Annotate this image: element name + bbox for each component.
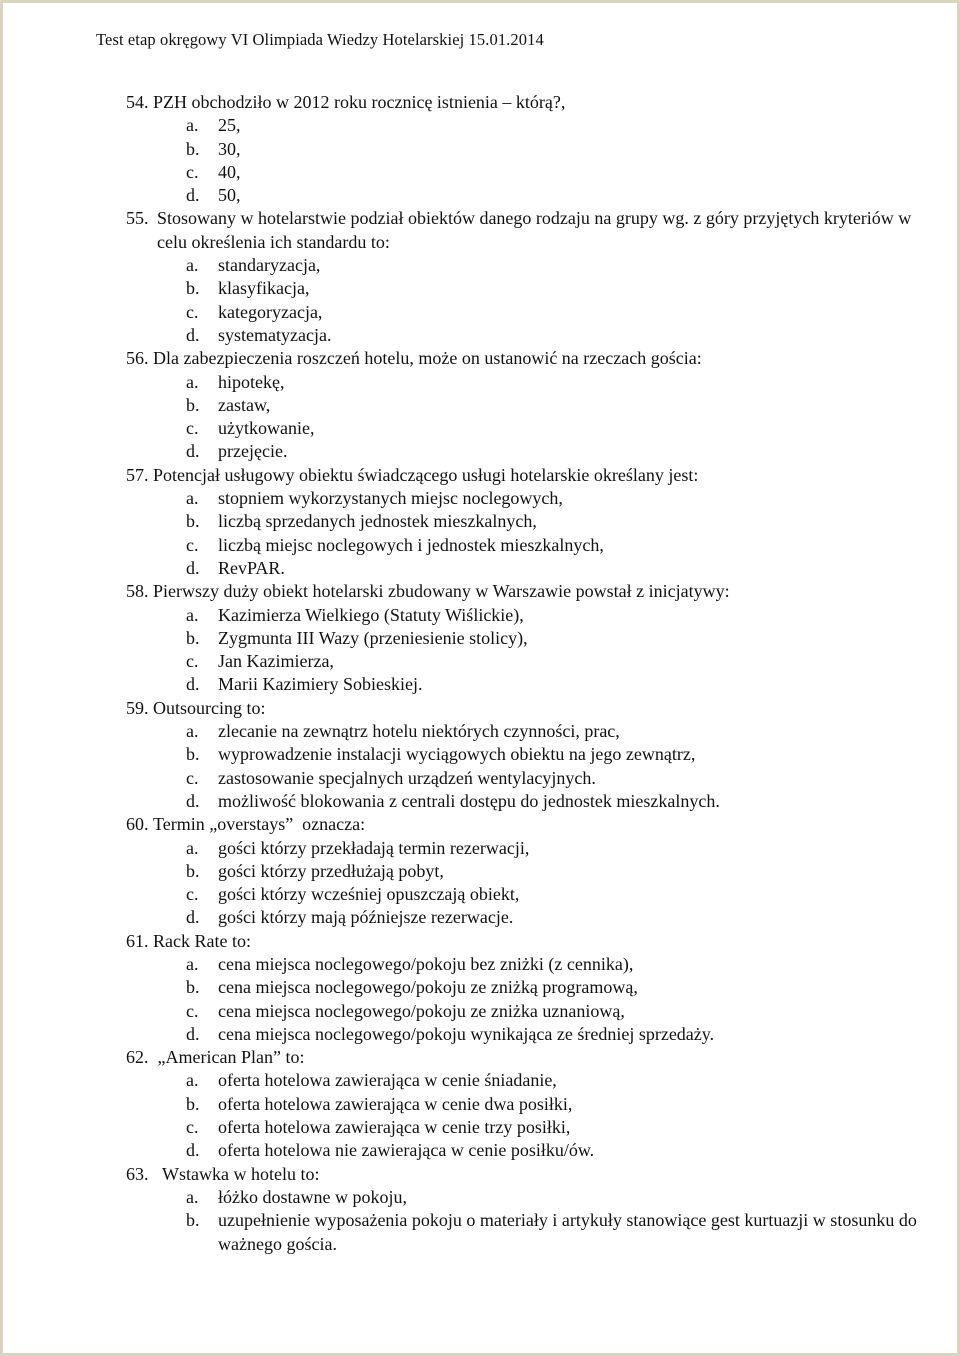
question (126, 580, 936, 696)
option-text: oferta hotelowa zawierająca w cenie trzy posiłki, (218, 1117, 571, 1138)
question (126, 813, 936, 929)
option-text: hipotekę, (218, 371, 285, 392)
question (126, 91, 936, 207)
option-letter: b. (186, 278, 200, 299)
answer-option (126, 324, 936, 347)
answer-option (126, 743, 936, 766)
question-text: PZH obchodziło w 2012 roku rocznicę istnienia – którą?, (153, 92, 566, 112)
question-number: 62. (126, 1047, 158, 1068)
question-text: Stosowany w hotelarstwie podział obiektów danego rodzaju na grupy wg. z góry przyjętych kryteriów w celu określenia ich standardu to: (157, 208, 916, 252)
question-text: Termin „overstays” oznacza: (153, 814, 366, 835)
question-stem (126, 207, 936, 254)
answer-option (126, 883, 936, 906)
option-text: gości którzy mają późniejsze rezerwacje. (218, 907, 514, 928)
answer-options (126, 720, 936, 813)
option-text: zastaw, (218, 394, 271, 415)
option-letter: d. (186, 790, 200, 811)
option-text: 30, (218, 138, 241, 159)
question-text: Pierwszy duży obiekt hotelarski zbudowany w Warszawie powstał z inicjatywy: (153, 581, 730, 602)
option-text: oferta hotelowa zawierająca w cenie dwa posiłki, (218, 1093, 573, 1114)
option-letter: d. (186, 674, 200, 695)
option-letter: b. (186, 1210, 200, 1231)
option-letter: b. (186, 977, 200, 998)
answer-option (126, 161, 936, 184)
option-letter: a. (186, 837, 199, 858)
option-letter: d. (186, 185, 200, 206)
question-number: 58. (126, 581, 153, 602)
question (126, 347, 936, 463)
answer-option (126, 417, 936, 440)
question-number: 57. (126, 464, 153, 485)
question-stem (126, 1046, 936, 1069)
option-text: standaryzacja, (218, 255, 321, 276)
answer-option (126, 767, 936, 790)
option-letter: b. (186, 1093, 200, 1114)
option-letter: d. (186, 1140, 200, 1161)
answer-option (126, 1023, 936, 1046)
option-letter: d. (186, 907, 200, 928)
option-letter: a. (186, 953, 199, 974)
question-text: Wstawka w hotelu to: (162, 1163, 320, 1184)
option-letter: a. (186, 488, 199, 509)
option-text: gości którzy przekładają termin rezerwacji, (218, 837, 530, 858)
answer-option (126, 650, 936, 673)
answer-option (126, 138, 936, 161)
answer-option (126, 1186, 936, 1209)
option-letter: a. (186, 255, 199, 276)
question-stem (126, 813, 936, 836)
answer-option (126, 510, 936, 533)
question-text: Potencjał usługowy obiektu świadczącego usługi hotelarskie określany jest: (153, 464, 699, 485)
answer-options (126, 1069, 936, 1162)
answer-option (126, 1116, 936, 1139)
question (126, 697, 936, 813)
question-stem (126, 91, 936, 114)
answer-option (126, 371, 936, 394)
option-text: liczbą sprzedanych jednostek mieszkalnych, (218, 511, 537, 532)
answer-option (126, 976, 936, 999)
option-text: systematyzacja. (218, 324, 332, 345)
answer-option (126, 604, 936, 627)
answer-options (126, 114, 936, 207)
option-text: klasyfikacja, (218, 278, 310, 299)
answer-options (126, 1186, 936, 1256)
option-text: użytkowanie, (218, 418, 315, 439)
option-letter: c. (186, 301, 199, 322)
answer-option (126, 860, 936, 883)
answer-options (126, 604, 936, 697)
question-number: 54. (126, 92, 153, 112)
answer-option (126, 790, 936, 813)
option-letter: c. (186, 418, 199, 439)
question (126, 464, 936, 580)
answer-option (126, 1139, 936, 1162)
question (126, 930, 936, 1046)
option-letter: a. (186, 1070, 199, 1091)
answer-option (126, 114, 936, 137)
answer-option (126, 394, 936, 417)
answer-option (126, 1093, 936, 1116)
option-text: cena miejsca noclegowego/pokoju bez zniżki (z cennika), (218, 953, 634, 974)
option-text: Kazimierza Wielkiego (Statuty Wiślickie), (218, 604, 524, 625)
option-text: zlecanie na zewnątrz hotelu niektórych czynności, prac, (218, 721, 620, 742)
question-stem (126, 580, 936, 603)
option-text: oferta hotelowa zawierająca w cenie śniadanie, (218, 1070, 557, 1091)
option-text: liczbą miejsc noclegowych i jednostek mieszkalnych, (218, 534, 604, 555)
option-letter: d. (186, 557, 200, 578)
answer-option (126, 557, 936, 580)
option-letter: b. (186, 744, 200, 765)
option-letter: d. (186, 441, 200, 462)
option-letter: c. (186, 1117, 199, 1138)
question-text: Outsourcing to: (153, 697, 266, 718)
option-text: zastosowanie specjalnych urządzeń wentylacyjnych. (218, 767, 596, 788)
option-letter: a. (186, 1186, 199, 1207)
question-stem (126, 1163, 936, 1186)
option-text: łóżko dostawne w pokoju, (218, 1186, 407, 1207)
option-text: uzupełnienie wyposażenia pokoju o materiały i artykuły stanowiące gest kurtuazji w stosunku do ważnego gościa. (218, 1210, 917, 1254)
question-stem (126, 464, 936, 487)
option-letter: d. (186, 324, 200, 345)
option-text: stopniem wykorzystanych miejsc noclegowych, (218, 488, 563, 509)
option-text: gości którzy przedłużają pobyt, (218, 860, 444, 881)
answer-option (126, 1069, 936, 1092)
question-number: 61. (126, 930, 153, 951)
question-stem (126, 697, 936, 720)
page-header: Test etap okręgowy VI Olimpiada Wiedzy Hotelarskiej 15.01.2014 (96, 30, 544, 49)
answer-options (126, 953, 936, 1046)
option-letter: b. (186, 511, 200, 532)
answer-option (126, 254, 936, 277)
option-letter: c. (186, 534, 199, 555)
option-text: wyprowadzenie instalacji wyciągowych obiektu na jego zewnątrz, (218, 744, 696, 765)
option-letter: c. (186, 161, 199, 182)
option-text: możliwość blokowania z centrali dostępu do jednostek mieszkalnych. (218, 790, 720, 811)
option-letter: c. (186, 1000, 199, 1021)
answer-option (126, 627, 936, 650)
answer-option (126, 277, 936, 300)
option-text: Marii Kazimiery Sobieskiej. (218, 674, 423, 695)
answer-option (126, 673, 936, 696)
question-number: 63. (126, 1163, 162, 1184)
question-stem (126, 347, 936, 370)
option-letter: b. (186, 627, 200, 648)
option-letter: b. (186, 860, 200, 881)
answer-option (126, 1000, 936, 1023)
option-text: cena miejsca noclegowego/pokoju wynikająca ze średniej sprzedaży. (218, 1023, 715, 1044)
question-text: „American Plan” to: (157, 1047, 305, 1068)
answer-option (126, 301, 936, 324)
answer-options (126, 837, 936, 930)
answer-option (126, 534, 936, 557)
option-letter: a. (186, 721, 199, 742)
option-letter: a. (186, 115, 199, 136)
question-stem (126, 930, 936, 953)
option-letter: c. (186, 651, 199, 672)
answer-option (126, 440, 936, 463)
answer-option (126, 184, 936, 207)
option-text: Jan Kazimierza, (218, 651, 334, 672)
option-text: 25, (218, 115, 241, 136)
option-text: RevPAR. (218, 557, 285, 578)
option-letter: b. (186, 138, 200, 159)
question-number: 56. (126, 348, 153, 369)
answer-option (126, 720, 936, 743)
question-number: 60. (126, 814, 153, 835)
answer-options (126, 487, 936, 580)
question (126, 207, 936, 347)
answer-option (126, 953, 936, 976)
question-text: Dla zabezpieczenia roszczeń hotelu, może on ustanowić na rzeczach gościa: (153, 348, 702, 369)
option-text: przejęcie. (218, 441, 288, 462)
option-letter: c. (186, 767, 199, 788)
question-number: 59. (126, 697, 153, 718)
option-text: cena miejsca noclegowego/pokoju ze zniżką programową, (218, 977, 638, 998)
option-text: oferta hotelowa nie zawierająca w cenie posiłku/ów. (218, 1140, 595, 1161)
option-letter: c. (186, 884, 199, 905)
answer-options (126, 254, 936, 347)
answer-option (126, 1209, 936, 1256)
option-text: 40, (218, 161, 241, 182)
question-text: Rack Rate to: (153, 930, 251, 951)
option-letter: a. (186, 371, 199, 392)
option-text: cena miejsca noclegowego/pokoju ze zniżka uznaniową, (218, 1000, 625, 1021)
option-text: 50, (218, 185, 241, 206)
option-text: gości którzy wcześniej opuszczają obiekt, (218, 884, 520, 905)
option-letter: a. (186, 604, 199, 625)
option-text: kategoryzacja, (218, 301, 323, 322)
answer-option (126, 906, 936, 929)
question (126, 1163, 936, 1256)
answer-option (126, 487, 936, 510)
option-letter: d. (186, 1023, 200, 1044)
question (126, 1046, 936, 1162)
option-letter: b. (186, 394, 200, 415)
option-text: Zygmunta III Wazy (przeniesienie stolicy), (218, 627, 528, 648)
answer-option (126, 837, 936, 860)
answer-options (126, 371, 936, 464)
question-list (126, 91, 936, 1256)
question-number: 55. (126, 208, 153, 229)
